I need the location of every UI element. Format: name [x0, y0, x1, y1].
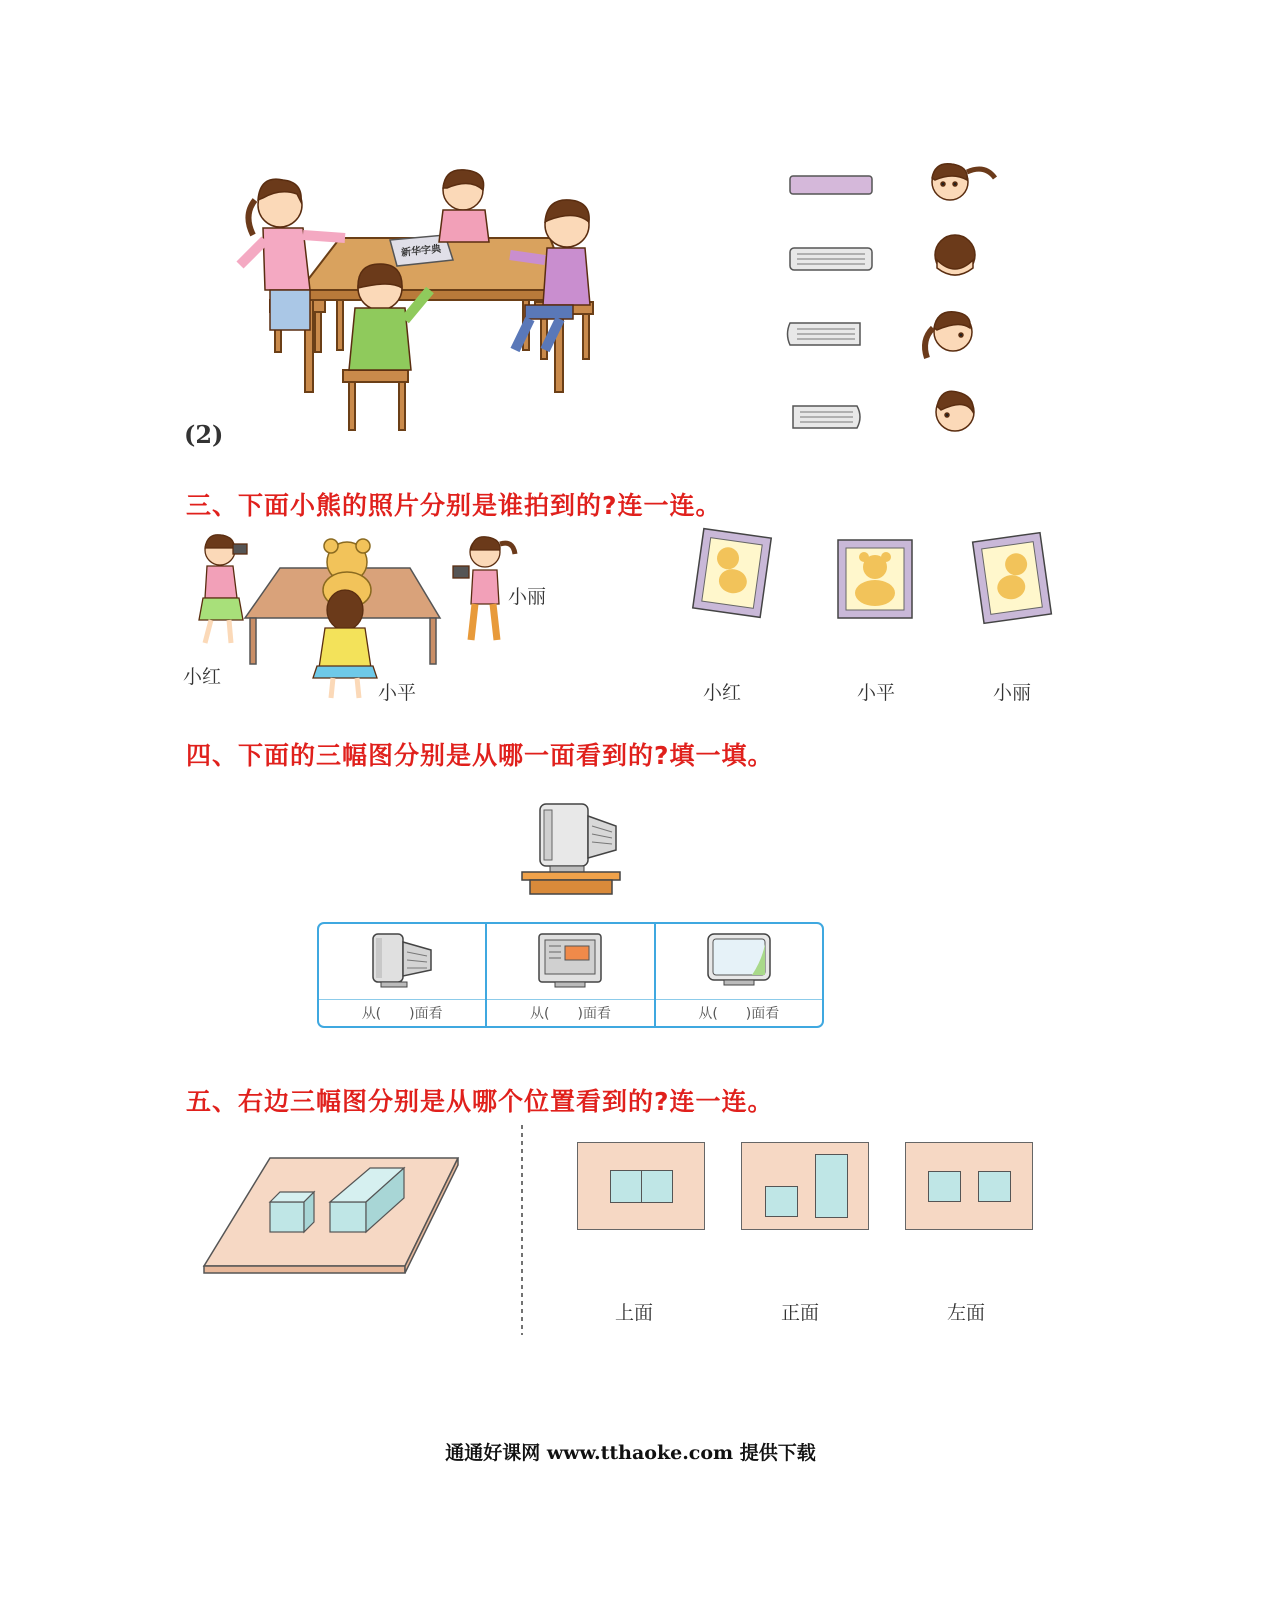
book-spine-icon — [790, 176, 872, 194]
scene-label-xiaohong: 小红 — [183, 666, 222, 688]
view-label-left: 左面 — [947, 1302, 986, 1324]
child-heads — [915, 160, 1005, 445]
section-4-heading: 四、下面的三幅图分别是从哪一面看到的?填一填。 — [186, 741, 774, 770]
view-options-box — [317, 922, 824, 1028]
dictionary-title: 新华字典 — [400, 243, 442, 259]
monitor-front-icon — [704, 930, 774, 992]
section-3-heading: 三、下面小熊的照片分别是谁拍到的?连一连。 — [186, 491, 722, 520]
computer-on-desk — [520, 800, 622, 896]
children-table-illustration — [225, 160, 605, 435]
book-views — [785, 168, 877, 433]
bear-photo-front — [838, 540, 912, 618]
view-panel-front — [741, 1142, 869, 1230]
question-number-2: (2) — [184, 420, 224, 449]
monitor-side-icon — [367, 930, 437, 992]
view-back — [487, 924, 655, 1026]
scene-label-xiaoping: 小平 — [378, 682, 417, 704]
footer-credit: 通通好课网 www.tthaoke.com 提供下载 — [445, 1442, 816, 1464]
view-caption-3: 从( )面看 — [656, 999, 822, 1026]
view-side — [319, 924, 487, 1026]
view-caption-2: 从( )面看 — [487, 999, 653, 1026]
view-label-front: 正面 — [781, 1302, 820, 1324]
section-5-heading: 五、右边三幅图分别是从哪个位置看到的?连一连。 — [186, 1087, 774, 1116]
board-with-blocks — [200, 1140, 465, 1280]
bear-photo-other-side — [973, 533, 1052, 624]
bear-photo-side — [693, 529, 771, 618]
photo-label-1: 小红 — [703, 682, 742, 704]
view-caption-1: 从( )面看 — [319, 999, 485, 1026]
photo-label-3: 小丽 — [993, 682, 1032, 704]
monitor-back-icon — [535, 930, 605, 992]
bear-photos — [690, 523, 1060, 633]
photo-label-2: 小平 — [857, 682, 896, 704]
view-front — [656, 924, 822, 1026]
view-label-top: 上面 — [615, 1302, 654, 1324]
scene-label-xiaoli: 小丽 — [508, 586, 547, 608]
bear-photo-scene — [185, 528, 555, 708]
view-panel-left — [905, 1142, 1033, 1230]
divider-dashed — [520, 1125, 524, 1335]
small-cube-icon — [270, 1192, 314, 1232]
view-panel-top — [577, 1142, 705, 1230]
